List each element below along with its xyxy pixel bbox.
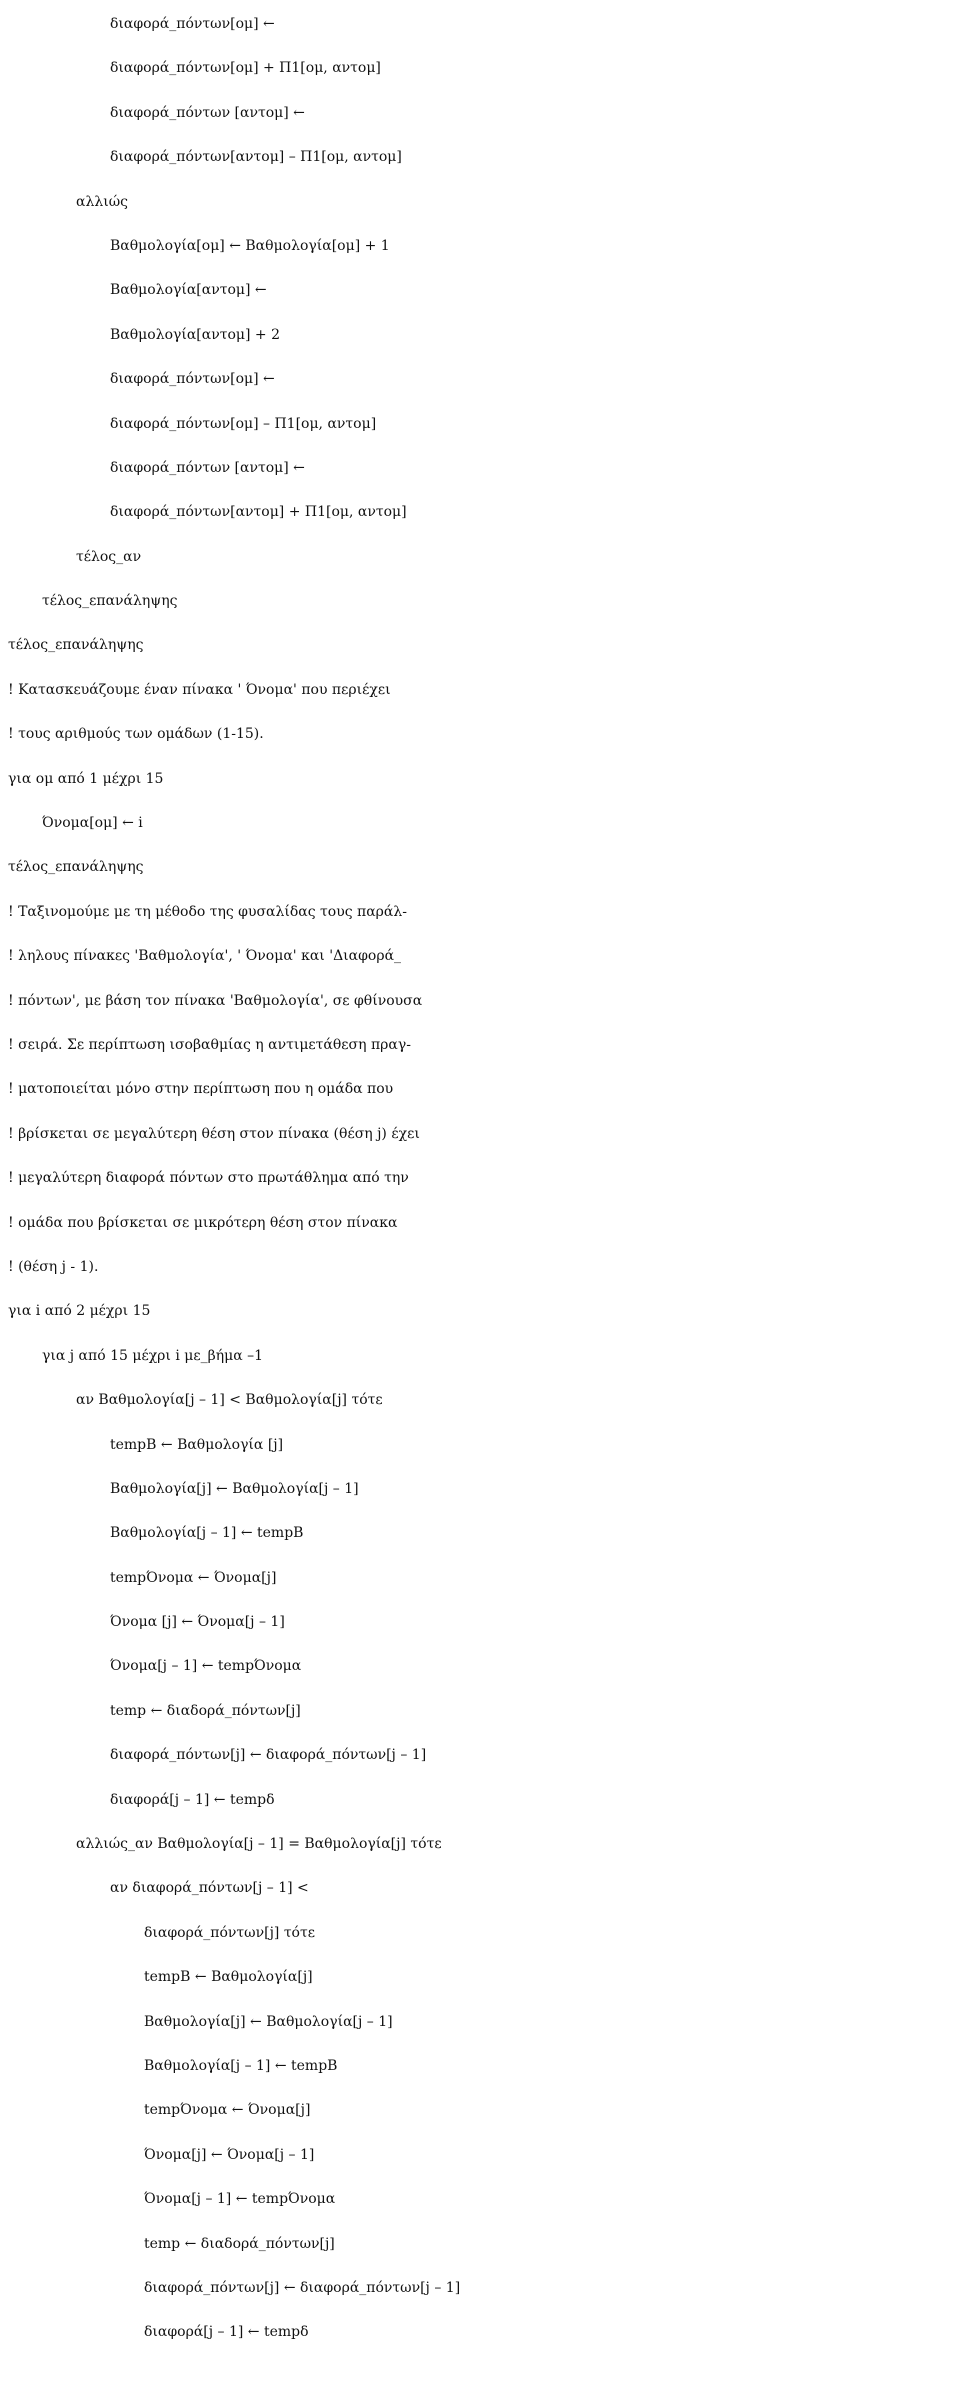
- code-line: διαφορά_πόντων [αντομ] ←: [110, 459, 305, 476]
- code-line: διαφορά_πόντων[j] ← διαφορά_πόντων[j – 1]: [144, 2279, 461, 2296]
- code-line: ! ματοποιείται μόνο στην περίπτωση που η ομάδα που: [8, 1081, 394, 1098]
- code-line: για j από 15 μέχρι i με_βήμα –1: [42, 1347, 264, 1364]
- code-line: Βαθμολογία[ομ] ← Βαθμολογία[ομ] + 1: [110, 237, 390, 254]
- code-line: διαφορά_πόντων[j] τότε: [144, 1924, 315, 1941]
- code-line: ! πόντων', με βάση τον πίνακα 'Βαθμολογία', σε φθίνουσα: [8, 992, 423, 1009]
- code-line: ! Ταξινομούμε με τη μέθοδο της φυσαλίδας τους παράλ-: [8, 903, 407, 920]
- code-line: Βαθμολογία[j] ← Βαθμολογία[j – 1]: [110, 1480, 359, 1497]
- code-line: διαφορά_πόντων[ομ] + Π1[ομ, αντομ]: [110, 60, 381, 77]
- code-line: Όνομα[j] ← Όνομα[j – 1]: [144, 2146, 315, 2163]
- code-line: ! (θέση j - 1).: [8, 1258, 99, 1275]
- pseudocode-listing: [0, 2, 960, 2355]
- code-line: tempB ← Βαθμολογία [j]: [110, 1436, 284, 1453]
- code-line: τέλος_επανάληψης: [8, 637, 144, 654]
- code-line: ! μεγαλύτερη διαφορά πόντων στο πρωτάθλημα από την: [8, 1170, 409, 1187]
- code-line: Όνομα [j] ← Όνομα[j – 1]: [110, 1614, 285, 1631]
- code-line: ! τους αριθμούς των ομάδων (1-15).: [8, 726, 264, 743]
- code-line: Όνομα[ομ] ← i: [42, 815, 143, 832]
- code-line: διαφορά_πόντων[ομ] – Π1[ομ, αντομ]: [110, 415, 377, 432]
- code-line: αν διαφορά_πόντων[j – 1] <: [110, 1880, 309, 1897]
- code-line: για i από 2 μέχρι 15: [8, 1303, 151, 1320]
- code-line: tempΌνομα ← Όνομα[j]: [144, 2102, 311, 2119]
- code-line: για ομ από 1 μέχρι 15: [8, 770, 164, 787]
- code-line: τέλος_επανάληψης: [8, 859, 144, 876]
- code-line: διαφορά_πόντων[j] ← διαφορά_πόντων[j – 1]: [110, 1747, 427, 1764]
- code-line: τέλος_επανάληψης: [42, 593, 178, 610]
- code-line: tempΌνομα ← Όνομα[j]: [110, 1569, 277, 1586]
- code-line: Βαθμολογία[αντομ] ←: [110, 282, 267, 299]
- code-line: temp ← διαδορά_πόντων[j]: [110, 1702, 301, 1719]
- code-line: ! βρίσκεται σε μεγαλύτερη θέση στον πίνακα (θέση j) έχει: [8, 1125, 420, 1142]
- code-line: αλλιώς_αν Βαθμολογία[j – 1] = Βαθμολογία[j] τότε: [76, 1836, 442, 1853]
- code-line: ! Κατασκευάζουμε έναν πίνακα ' Όνομα' που περιέχει: [8, 681, 391, 698]
- code-line: temp ← διαδορά_πόντων[j]: [144, 2235, 335, 2252]
- code-line: Βαθμολογία[j – 1] ← tempB: [144, 2057, 338, 2074]
- code-line: ! ομάδα που βρίσκεται σε μικρότερη θέση στον πίνακα: [8, 1214, 398, 1231]
- code-line: Όνομα[j – 1] ← tempΌνομα: [144, 2191, 336, 2208]
- code-line: τέλος_αν: [76, 548, 142, 565]
- code-line: αν Βαθμολογία[j – 1] < Βαθμολογία[j] τότε: [76, 1392, 383, 1409]
- code-line: διαφορά_πόντων[αντομ] + Π1[ομ, αντομ]: [110, 504, 407, 521]
- code-line: διαφορά_πόντων [αντομ] ←: [110, 104, 305, 121]
- code-line: Βαθμολογία[j] ← Βαθμολογία[j – 1]: [144, 2013, 393, 2030]
- code-line: Βαθμολογία[j – 1] ← tempB: [110, 1525, 304, 1542]
- code-line: διαφορά_πόντων[αντομ] – Π1[ομ, αντομ]: [110, 149, 402, 166]
- code-line: Βαθμολογία[αντομ] + 2: [110, 326, 281, 343]
- code-line: tempB ← Βαθμολογία[j]: [144, 1969, 313, 1986]
- code-line: διαφορά[j – 1] ← tempδ: [144, 2324, 309, 2341]
- code-line: διαφορά_πόντων[ομ] ←: [110, 371, 275, 388]
- code-line: ! ληλους πίνακες 'Βαθμολογία', ' Όνομα' και 'Διαφορά_: [8, 948, 402, 965]
- code-line: Όνομα[j – 1] ← tempΌνομα: [110, 1658, 302, 1675]
- code-line: διαφορά_πόντων[ομ] ←: [110, 16, 275, 32]
- code-line: ! σειρά. Σε περίπτωση ισοβαθμίας η αντιμετάθεση πραγ-: [8, 1036, 411, 1053]
- code-line: διαφορά[j – 1] ← tempδ: [110, 1791, 275, 1808]
- code-line: αλλιώς: [76, 193, 128, 210]
